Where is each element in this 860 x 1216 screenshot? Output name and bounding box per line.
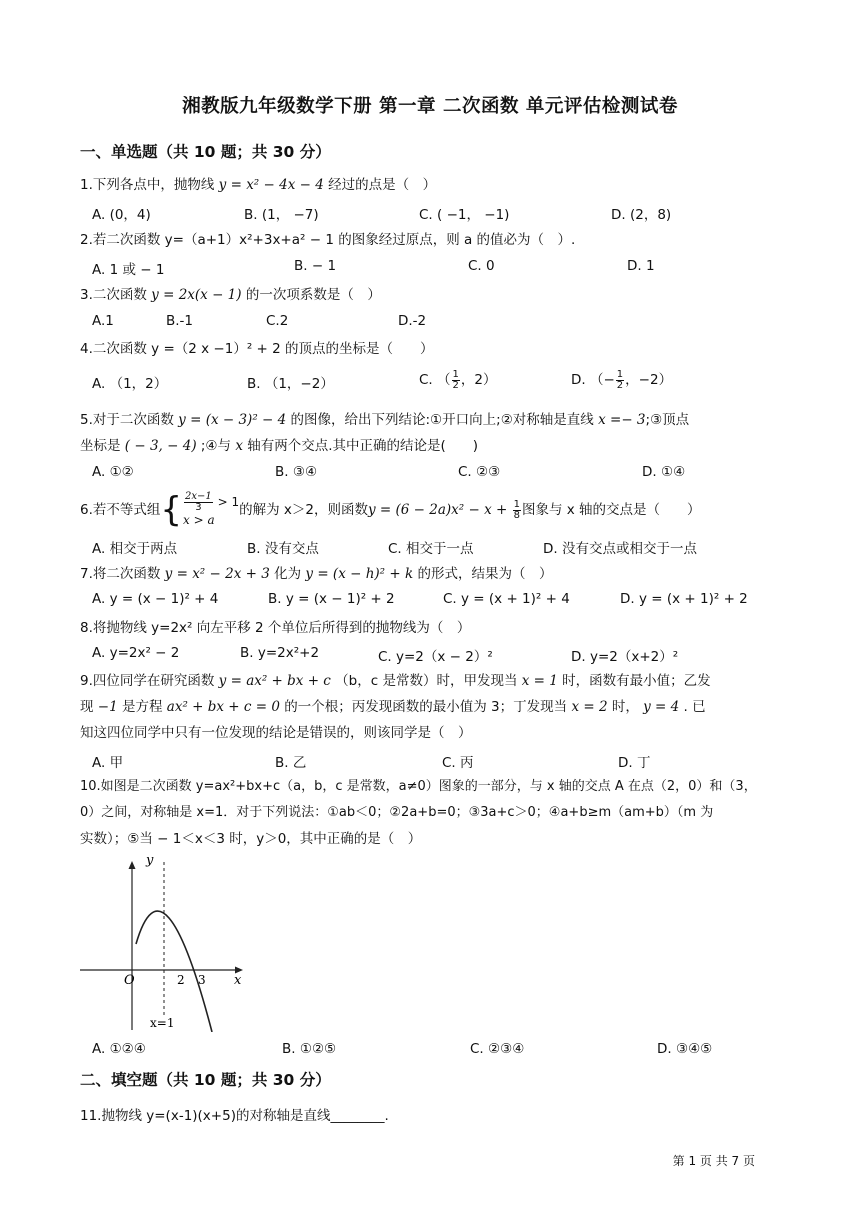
option-b[interactable]: B. （1，−2） [247, 376, 334, 392]
question-5-options [92, 464, 782, 486]
tick-label-2: 2 [177, 973, 185, 987]
option-d[interactable]: D. （− $\frac{1}{2}$ ，−2） [571, 368, 673, 391]
option-c[interactable]: C. （ $\frac{1}{2}$ ，2） [419, 368, 497, 391]
option-c[interactable]: C. 相交于一点 [388, 541, 474, 557]
question-2: 2.若二次函数 y=（a+1）x²+3x+a² − 1 的图象经过原点，则 a 的值必为（ ）. [80, 232, 576, 248]
option-a[interactable]: A. (0，4) [92, 207, 151, 223]
option-b[interactable]: B. − 1 [294, 258, 337, 274]
question-9-line-2: 现 −1 是方程 ax² + bx + c = 0 的一个根；丙发现函数的最小值为 3；丁发现当 x = 2 时， y = 4 . 已 [80, 699, 706, 715]
question-7: 7.将二次函数 y = x² − 2x + 3 化为 y = (x − h)² + k 的形式，结果为（ ） [80, 566, 553, 582]
origin-label: O [124, 973, 135, 988]
option-a[interactable]: A. ①②④ [92, 1041, 146, 1057]
option-a[interactable]: A. y = (x − 1)² + 4 [92, 591, 219, 607]
option-b[interactable]: B. 没有交点 [247, 541, 319, 557]
option-d[interactable]: D. 1 [627, 258, 655, 274]
option-d[interactable]: D. y=2（x+2）² [571, 649, 679, 665]
question-4: 4.二次函数 y =（2 x −1）² + 2 的顶点的坐标是（ ） [80, 341, 434, 357]
option-c[interactable]: C. 丙 [442, 755, 474, 771]
option-d[interactable]: D. 丁 [618, 755, 651, 771]
option-d[interactable]: D. 没有交点或相交于一点 [543, 541, 697, 557]
question-10: 10.如图是二次函数 y=ax²+bx+c（a，b，c 是常数，a≠0）图象的一部分，与 x 轴的交点 A 在点（2，0）和（3， [80, 779, 757, 794]
tick-label-3: 3 [198, 973, 206, 987]
question-1-options [92, 203, 782, 225]
option-d[interactable]: D. ①④ [642, 464, 686, 480]
option-c[interactable]: C. y=2（x − 2）² [378, 649, 493, 665]
option-c[interactable]: C. ②③④ [470, 1041, 525, 1057]
question-8: 8.将抛物线 y=2x² 向左平移 2 个单位后所得到的抛物线为（ ） [80, 620, 471, 636]
question-3-prefix: 3.二次函数 [80, 287, 152, 303]
option-a[interactable]: A. （1，2） [92, 376, 168, 392]
option-b[interactable]: B. ①②⑤ [282, 1041, 337, 1057]
option-b[interactable]: B. y=2x²+2 [240, 645, 320, 661]
option-b[interactable]: B. ③④ [275, 464, 318, 480]
question-4-options [92, 368, 782, 398]
option-c[interactable]: C.2 [266, 313, 289, 329]
question-3-options [92, 313, 782, 335]
question-1-suffix: 经过的点是（ ） [323, 177, 437, 193]
question-3-suffix: 的一次项系数是（ ） [241, 287, 381, 303]
option-b[interactable]: B. (1， −7) [244, 207, 319, 223]
question-10-options [92, 1041, 782, 1063]
option-a[interactable]: A. 甲 [92, 755, 124, 771]
option-c[interactable]: C. y = (x + 1)² + 4 [443, 591, 570, 607]
question-8-options [92, 645, 782, 667]
question-10-line-3: 实数）；⑤当 − 1＜x＜3 时，y＞0，其中正确的是（ ） [80, 831, 422, 847]
option-c[interactable]: C. ②③ [458, 464, 501, 480]
question-7-options [92, 591, 782, 613]
option-d[interactable]: D. ③④⑤ [657, 1041, 713, 1057]
question-5-line-2: 坐标是 ( − 3, − 4) ;④与 x 轴有两个交点.其中正确的结论是( ) [80, 438, 479, 454]
y-axis-label: y [146, 856, 154, 868]
inequality-system: { $\frac{2x-1}{3}$ > 1 x > a [160, 490, 240, 530]
question-5-formula: y = (x − 3)² − 4 [178, 412, 287, 428]
question-9-options [92, 751, 782, 773]
option-a[interactable]: A. ①② [92, 464, 134, 480]
option-b[interactable]: B. y = (x − 1)² + 2 [268, 591, 395, 607]
option-a[interactable]: A. y=2x² − 2 [92, 645, 180, 661]
question-6: 6.若不等式组 { $\frac{2x-1}{3}$ > 1 x > a 的解为 x＞2，则函数y = (6 − 2a)x² − x + $\frac{1}{8}$ 图象与 x 轴的交点是（ ） [80, 490, 701, 530]
question-1 [80, 172, 780, 198]
section-heading-fill-in: 二、填空题（共 10 题；共 30 分） [80, 1071, 331, 1089]
x-axis-label: x [234, 973, 242, 988]
section-heading-single-choice: 一、单选题（共 10 题；共 30 分） [80, 143, 331, 161]
option-a[interactable]: A. 1 或 − 1 [92, 262, 165, 278]
option-c[interactable]: C. 0 [468, 258, 495, 274]
parabola-graph [80, 856, 250, 1032]
option-b[interactable]: B. 乙 [275, 755, 307, 771]
question-5: 5.对于二次函数 y = (x − 3)² − 4 的图像，给出下列结论:①开口向上;②对称轴是直线 x =− 3;③顶点 [80, 412, 690, 428]
symmetry-axis-label: x=1 [150, 1016, 175, 1030]
page-footer: 第 1 页 共 7 页 [672, 1154, 755, 1168]
question-3 [80, 282, 780, 308]
question-10-line-2: 0）之间，对称轴是 x=1．对于下列说法：①ab＜0；②2a+b=0；③3a+c＞0；④a+b≥m（am+b）（m 为 [80, 805, 714, 820]
question-9-line-3: 知这四位同学中只有一位发现的结论是错误的，则该同学是（ ） [80, 725, 472, 741]
option-d[interactable]: D. y = (x + 1)² + 2 [620, 591, 748, 607]
option-a[interactable]: A. 相交于两点 [92, 541, 178, 557]
y-axis-arrow [129, 861, 136, 869]
option-d[interactable]: D.-2 [398, 313, 427, 329]
question-1-prefix: 1.下列各点中，抛物线 [80, 177, 219, 193]
page-title: 湘教版九年级数学下册 第一章 二次函数 单元评估检测试卷 [182, 96, 678, 117]
parabola-curve [136, 911, 212, 1032]
option-d[interactable]: D. (2，8) [611, 207, 672, 223]
question-6-options [92, 537, 782, 559]
question-1-formula: y = x² − 4x − 4 [218, 177, 324, 193]
option-b[interactable]: B.-1 [166, 313, 194, 329]
question-2-options [92, 258, 782, 280]
option-c[interactable]: C. ( −1， −1) [419, 207, 510, 223]
question-9: 9.四位同学在研究函数 y = ax² + bx + c （b，c 是常数）时，甲发现当 x = 1 时，函数有最小值；乙发 [80, 673, 711, 689]
question-11: 11.抛物线 y=(x-1)(x+5)的对称轴是直线________. [80, 1108, 389, 1124]
question-3-formula: y = 2x(x − 1) [151, 287, 242, 303]
option-a[interactable]: A.1 [92, 313, 114, 329]
